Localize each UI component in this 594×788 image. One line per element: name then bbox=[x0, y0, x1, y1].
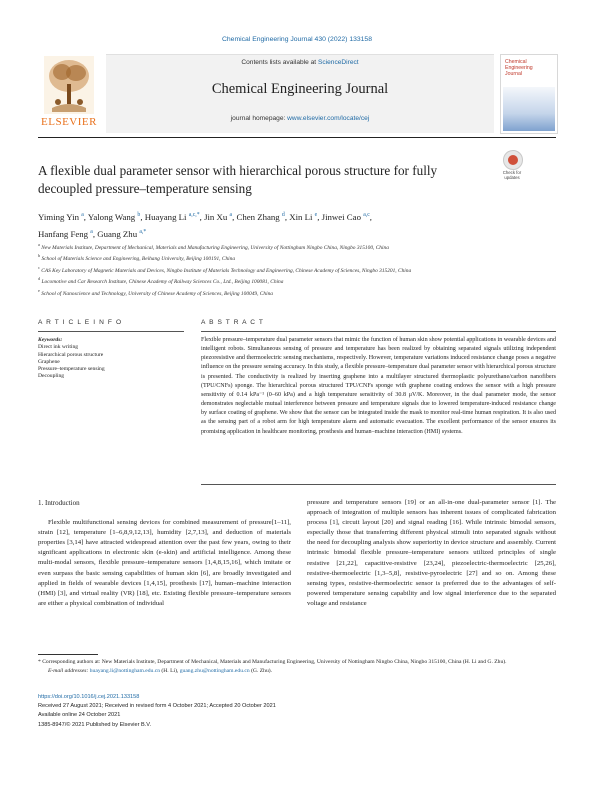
footnotes bbox=[38, 658, 556, 675]
check-updates-icon bbox=[503, 150, 523, 170]
publication-details bbox=[38, 693, 438, 730]
abstract-heading: A B S T R A C T bbox=[201, 319, 265, 326]
abstract-rule bbox=[201, 331, 556, 332]
abstract-bottom-rule bbox=[201, 484, 556, 485]
elsevier-tree-icon bbox=[44, 56, 94, 114]
affiliation: $^d$ Locomotive and Car Research Institute, Chinese Academy of Railway Sciences Co., Ltd., Beijing 100081, China bbox=[38, 276, 284, 285]
author[interactable]: Yalong Wang $^b$ bbox=[87, 211, 141, 222]
intro-paragraph: Flexible multifunctional sensing devices for combined measurement of pressure[1–11], strain [12], temperature [1–6,8,9,12,13], humidity [2,7,13], and deduction of materials properties [3,14] have attracted widespread attention over the past few years, owing to their significant applications in electronic skin (e-skin) and artificial intelligence. Among these multi-modal sensors, flexible pressure–temperature sensors [1,4,8,15,16], which imitate or even surpass the basic sensing capabilities of human skin [6], are broadly investigated and applied in fields of wearable devices [1,4,15], prosthesis [17], human–machine interaction (HMI) [3], and virtual reality (VR) [18], etc. Existing flexible pressure–temperature sensors are either a physical combination of individual bbox=[38, 519, 291, 607]
author[interactable]: Hanfang Feng $^a$ bbox=[38, 228, 93, 239]
contents-line bbox=[106, 59, 494, 66]
affiliation-list bbox=[38, 241, 556, 298]
keyword: Hierarchical porous structure bbox=[38, 351, 104, 358]
copyright: 1385-8947/© 2021 Published by Elsevier B.V. bbox=[38, 721, 152, 728]
journal-cover-thumbnail[interactable] bbox=[500, 54, 558, 134]
cover-title bbox=[505, 59, 545, 77]
homepage-link[interactable]: www.elsevier.com/locate/cej bbox=[287, 115, 370, 122]
article-info-heading: A R T I C L E I N F O bbox=[38, 319, 123, 326]
author[interactable]: Huayang Li $^{a,c,*}$ bbox=[144, 211, 200, 222]
homepage-prefix: journal homepage: bbox=[230, 115, 288, 122]
journal-title: Chemical Engineering Journal bbox=[211, 81, 389, 97]
cover-image bbox=[503, 87, 555, 131]
elsevier-logo[interactable] bbox=[38, 54, 100, 132]
email-addresses: E-mail addresses: huayang.li@nottingham.edu.cn (H. Li), guang.zhu@nottingham.edu.cn (G. Zhu). bbox=[48, 667, 273, 674]
masthead bbox=[38, 54, 558, 134]
publisher-name: ELSEVIER bbox=[41, 116, 97, 128]
received-dates: Received 27 August 2021; Received in revised form 4 October 2021; Accepted 20 October 2021 bbox=[38, 703, 276, 710]
cover-line: Journal bbox=[505, 71, 523, 77]
affiliation: $^e$ School of Nanoscience and Technology, University of Chinese Academy of Sciences, Beijing 100049, China bbox=[38, 287, 273, 297]
email-link[interactable]: huayang.li@nottingham.edu.cn bbox=[89, 667, 160, 674]
author[interactable]: Chen Zhang $^d$ bbox=[236, 211, 285, 222]
keyword: Direct ink writing bbox=[38, 344, 79, 351]
keywords-block bbox=[38, 337, 178, 381]
doi-link[interactable]: https://doi.org/10.1016/j.cej.2021.133158 bbox=[38, 694, 140, 700]
journal-citation[interactable]: Chemical Engineering Journal 430 (2022) 133158 bbox=[221, 36, 372, 43]
email-label: E-mail addresses: bbox=[48, 667, 90, 674]
author[interactable]: Jin Xu $^a$ bbox=[204, 211, 233, 222]
corresponding-author-note: * Corresponding authors at: New Materials Institute, Department of Mechanical, Materials and Manufacturing Engineering, University of Nottingham Ningbo China, Ningbo 315100, China (H. Li and G. Zhu). bbox=[38, 659, 507, 665]
footnote-rule bbox=[38, 654, 98, 655]
check-updates-label: Check for updates bbox=[502, 170, 522, 180]
header-rule bbox=[38, 137, 556, 138]
author[interactable]: Yiming Yin $^a$ bbox=[38, 211, 84, 222]
check-for-updates-button[interactable] bbox=[499, 150, 525, 184]
keyword: Decoupling bbox=[38, 373, 65, 380]
journal-homepage bbox=[106, 115, 494, 122]
section-heading-introduction: 1. Introduction bbox=[38, 499, 80, 507]
abstract-text: Flexible pressure–temperature dual parameter sensors that mimic the function of human skin show potential applications in wearable devices and intelligent robots. Simultaneous sensing of pressure and temperature has been realized by obtaining separated signals utilizing independent piezoresistive and thermoelectric sensing mechanisms, respectively. However, temperature variations induced resistance change poses a negative influence on the pressure sensing accuracy. In this study, a flexible pressure–temperature dual parameter sensor with hierarchical porous structure is presented. The conductivity is realized by inserting graphene into a multilayer structured thermoplastic polyurethane/carbon nanofibers (TPU/CNFs) sponge. The hierarchical porous structured TPU/CNFs sponge with graphene coating endows the sensor with a high pressure sensitivity of 0.14 kPa⁻¹ (0–60 kPa) and a high temperature sensitivity of 30.8 μV/K. Moreover, in the dual parameter mode, the sensor demonstrates neglectable mutual interference between pressure and temperature signals due to lowered temperature-induced resistance change by surface coating of graphene. We show that the sensor can be integrated inside the mask to monitor real-time human respiration. It is also used as the sensing part of a robot arm for high temperature alarm and automatic evacuation. The excellent performance of the sensor ensures its promising application in healthcare monitoring, prosthesis and human–machine interaction (HMI) systems. bbox=[201, 337, 556, 435]
contents-prefix: Contents lists available at bbox=[241, 59, 318, 66]
keyword: Pressure–temperature sensing bbox=[38, 366, 105, 373]
author-list: Yiming Yin $^a$, Yalong Wang $^b$, Huayang Li $^{a,c,*}$, Jin Xu $^a$, Chen Zhang $^d$, Xin Li $^e$, Jinwei Cao $^{a,c}$, Hanfang Feng $^a$, Guang Zhu $^{a,*}$ bbox=[38, 211, 372, 239]
article-title: A flexible dual parameter sensor with hierarchical porous structure for fully decoupled pressure–temperature sensing bbox=[38, 163, 438, 196]
author[interactable]: Xin Li $^e$ bbox=[289, 211, 318, 222]
cover-line: Engineering bbox=[505, 65, 533, 71]
affiliation: $^c$ CAS Key Laboratory of Magnetic Materials and Devices, Ningbo Institute of Materials Technology and Engineering, Chinese Academy of Sciences, Ningbo 315201, China bbox=[38, 264, 412, 274]
journal-banner bbox=[106, 54, 494, 133]
article-info-rule bbox=[38, 331, 184, 332]
keyword: Graphene bbox=[38, 358, 60, 365]
intro-paragraph-continued: pressure and temperature sensors [19] or an all-in-one dual-parameter sensor [1]. The approach of integration of multiple sensors has inherent issues of complicated fabrication process [1], circuit layout [20] and signal reading [16]. While intrinsic bimodal sensors, especially those that transferring different physical stimuli into separated signals without the need for decoupling analysis show superiority in device structure and assembly. Current intrinsic bimodal flexible pressure–temperature sensors utilized principles of single resistive [21,22], capacitive-resistive [23,24], piezoelectric-thermoelectric [25,26], resistive-thermoelectric [1,3–5,8], resistive-pyroelectric [27] and so on. Among these sensing types, resistive-thermoelectric sensor is preferred due to the advantages of self-powered temperature sensing capability and low signal interference due to the separated voltage and resistance bbox=[307, 499, 556, 607]
author[interactable]: Guang Zhu $^{a,*}$ bbox=[97, 228, 147, 239]
cover-line: Chemical bbox=[505, 59, 527, 65]
author[interactable]: Jinwei Cao $^{a,c}$ bbox=[321, 211, 370, 222]
affiliation: $^b$ School of Materials Science and Engineering, Beihang University, Beijing 100191, China bbox=[38, 253, 236, 263]
sciencedirect-link[interactable]: ScienceDirect bbox=[317, 59, 359, 66]
intro-left-column bbox=[38, 498, 291, 609]
email-link[interactable]: guang.zhu@nottingham.edu.cn bbox=[179, 667, 250, 674]
intro-right-column bbox=[307, 498, 556, 609]
keywords-label: Keywords: bbox=[38, 337, 63, 343]
affiliation: $^a$ New Materials Institute, Department of Mechanical, Materials and Manufacturing Engineering, University of Nottingham Ningbo China, Ningbo 315100, China bbox=[38, 242, 389, 251]
available-online: Available online 24 October 2021 bbox=[38, 712, 121, 719]
